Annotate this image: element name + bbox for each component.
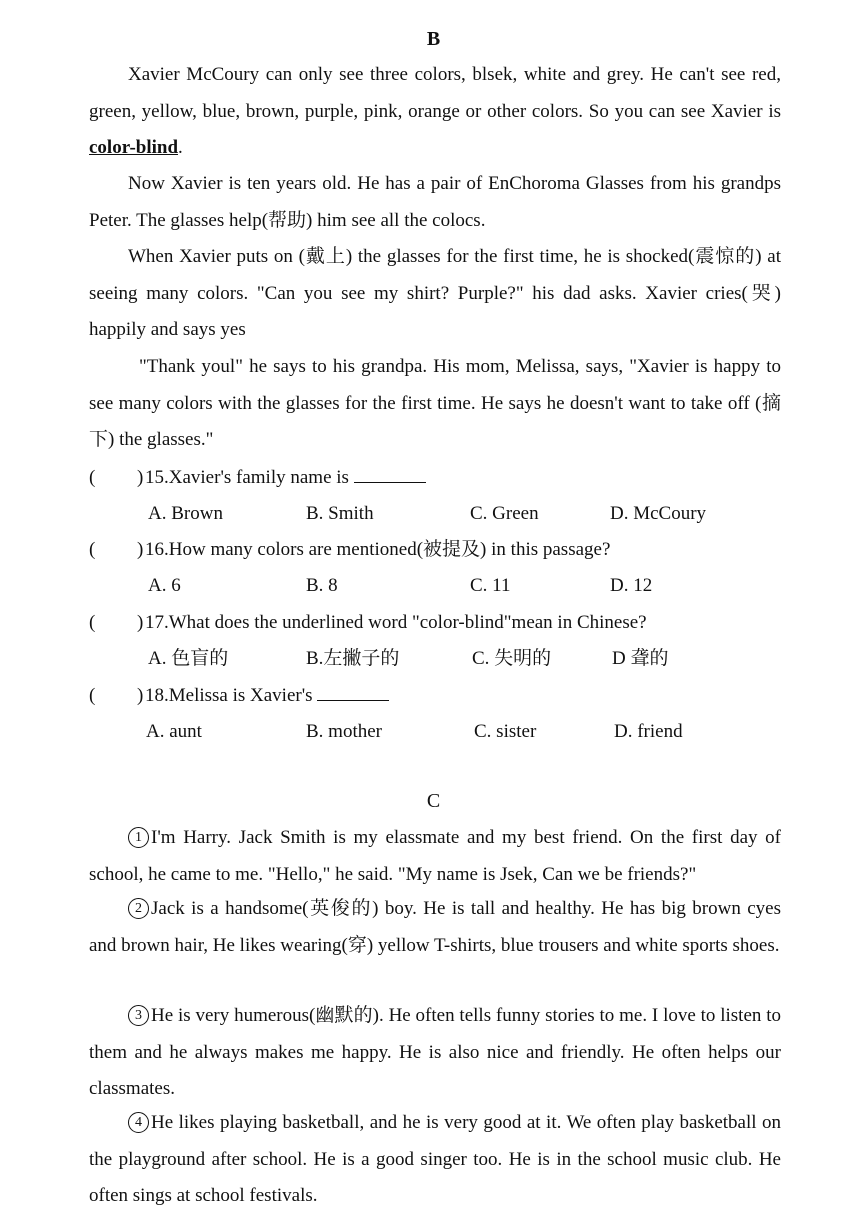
paragraph-number: 1 xyxy=(128,827,149,848)
paragraph-number: 4 xyxy=(128,1112,149,1133)
question-15-options xyxy=(0,499,867,529)
question-text: 15.Xavier's family name is xyxy=(145,467,354,488)
question-text: 16.How many colors are mentioned(被提及) in this passage? xyxy=(145,539,611,560)
paragraph-text: He is very humerous(幽默的). He often tells funny stories to me. I love to listen to them and he always makes me happy. He is also nice and friendly. He often helps our classmates. xyxy=(89,1005,781,1099)
question-18 xyxy=(89,681,789,711)
option-b: B. Smith xyxy=(306,503,374,524)
question-18-options xyxy=(0,717,867,747)
option-c: C. Green xyxy=(470,503,539,524)
option-d: D. 12 xyxy=(610,575,653,596)
paragraph-number: 2 xyxy=(128,898,149,919)
option-d: D. friend xyxy=(614,721,683,742)
paragraph-text: I'm Harry. Jack Smith is my elassmate and my best friend. On the first day of school, he came to me. "Hello," he said. "My name is Jsek, Can we be friends?" xyxy=(89,827,781,885)
question-text: 17.What does the underlined word "color-blind"mean in Chinese? xyxy=(145,612,647,633)
section-b-paragraph-3: When Xavier puts on (戴上) the glasses for the first time, he is shocked(震惊的) at seeing many colors. "Can you see my shirt? Purple?" his dad asks. Xavier cries(哭) happily and says yes xyxy=(89,246,781,340)
question-text: 18.Melissa is Xavier's xyxy=(145,685,318,706)
section-b-title: B xyxy=(426,28,441,50)
answer-paren-open: ( xyxy=(89,467,96,488)
paragraph-text: Xavier McCoury can only see three colors, blsek, white and grey. He can't see red, green, yellow, blue, brown, purple, pink, orange or other colors. So you can see Xavier is xyxy=(89,64,781,122)
section-c-paragraph-3 xyxy=(89,998,781,1108)
option-a: A. 色盲的 xyxy=(148,648,229,669)
option-c: C. sister xyxy=(474,721,537,742)
paragraph-text: He likes playing basketball, and he is very good at it. We often play basketball on the playground after school. He is a good singer too. He is in the school music club. He often sings at school festivals. xyxy=(89,1112,781,1206)
underlined-word: color-blind xyxy=(89,137,179,158)
option-c: C. 11 xyxy=(470,575,511,596)
section-b-paragraph-4: "Thank youl" he says to his grandpa. His mom, Melissa, says, "Xavier is happy to see many colors with the glasses for the first time. He says he doesn't want to take off (摘下) the glasses." xyxy=(89,356,781,450)
option-b: B. mother xyxy=(306,721,382,742)
option-d: D. McCoury xyxy=(610,503,707,524)
answer-paren-close: ) xyxy=(137,539,144,560)
paragraph-number: 3 xyxy=(128,1005,149,1026)
section-c-paragraph-2 xyxy=(89,891,781,964)
answer-paren-open: ( xyxy=(89,539,96,560)
answer-paren-close: ) xyxy=(137,467,144,488)
paragraph-text: Jack is a handsome(英俊的) boy. He is tall and healthy. He has big brown cyes and brown hair, He likes wearing(穿) yellow T-shirts, blue trousers and white sports shoes. xyxy=(89,898,781,956)
answer-paren-open: ( xyxy=(89,612,96,633)
section-c-title: C xyxy=(426,790,441,812)
answer-paren-close: ) xyxy=(137,612,144,633)
answer-blank xyxy=(354,464,426,483)
section-c-paragraph-1 xyxy=(89,820,781,893)
option-a: A. 6 xyxy=(148,575,181,596)
option-c: C. 失明的 xyxy=(472,648,552,669)
section-b-paragraph-2: Now Xavier is ten years old. He has a pair of EnChoroma Glasses from his grandps Peter. The glasses help(帮助) him see all the colocs. xyxy=(89,173,781,231)
section-b-paragraph-1 xyxy=(89,57,781,167)
answer-blank xyxy=(317,682,389,701)
option-a: A. aunt xyxy=(146,721,202,742)
question-16 xyxy=(89,535,789,565)
paragraph-text: . xyxy=(178,137,183,158)
question-17-options xyxy=(0,644,867,674)
answer-paren-close: ) xyxy=(137,685,144,706)
question-stem xyxy=(145,681,389,711)
answer-paren-open: ( xyxy=(89,685,96,706)
question-17 xyxy=(89,608,789,638)
option-b: B.左撇子的 xyxy=(306,648,400,669)
question-16-options xyxy=(0,571,867,601)
option-d: D 聋的 xyxy=(612,648,669,669)
question-15 xyxy=(89,463,789,493)
option-b: B. 8 xyxy=(306,575,338,596)
option-a: A. Brown xyxy=(148,503,223,524)
section-c-paragraph-4 xyxy=(89,1105,781,1215)
question-stem xyxy=(145,463,426,493)
